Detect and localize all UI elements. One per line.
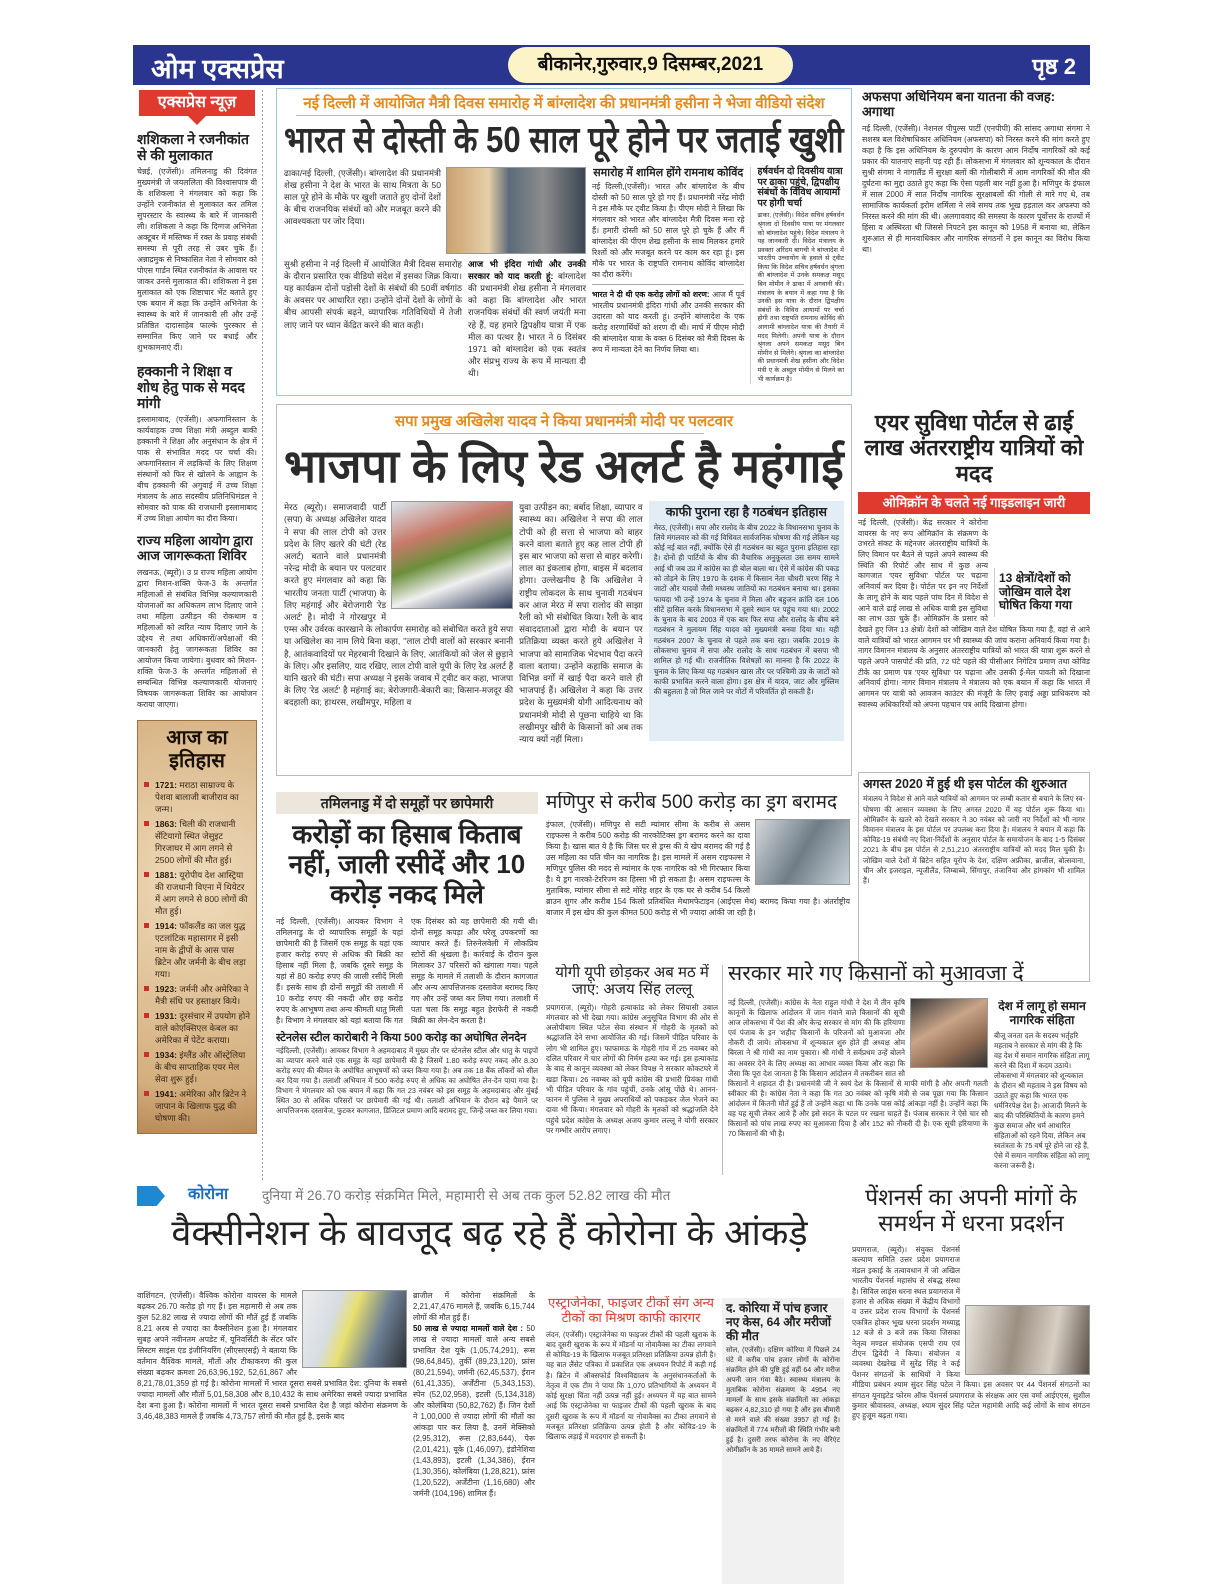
column-divider	[262, 90, 263, 1180]
divider	[592, 284, 744, 285]
history-item	[143, 1010, 251, 1046]
history-year: 1931:	[155, 1011, 177, 1022]
history-title: आज का इतिहास	[166, 727, 228, 773]
history-item	[143, 1088, 251, 1124]
afspa-story	[862, 90, 1090, 396]
subhead: 50 लाख से ज्यादा मामलों वाले देश :	[413, 1324, 524, 1333]
story-body: नई दिल्ली, (एजेंसी)। नेशनल पीपुल्स पार्टी (एनपीपी) की सांसद अगाथा संगमा ने सशस्त्र बल विशेषाधिकार अधिनियम (अफसपा) को निरस्त करने की मांग करते हुए कहा है कि इस अधिनियम के दुरुपयोग के कारण आम निर्दोष नागरिकों को कई प्रकार की यातनाएं सहनी पड़ रही हैं। लोकसभा में मंगलवार को शून्यकाल के दौरान सुश्री संगमा ने नागालैंड में सुरक्षा बलों की गोलीबारी में आम नागरिकों की मौत की दुर्घटना का मुद्दा उठाते हुए कहा कि ऐसा पहली बार नहीं हुआ है। मणिपुर के इंफाल में साल 2000 में सात निर्दोष नागरिक सुरक्षाबलों की गोली से मारे गए थे, तब सामाजिक कार्यकर्ता इरोम शर्मिला ने लंबे समय तक भूख हड़ताल कर अफस्पा को निरस्त करने की मांग की थी। अलगाववाद की समस्या के कारण पूर्वोत्तर के राज्यों में हिंसा व अस्थिरता थी जिससे निपटने इस कानून को 1958 में बनाया था, लेकिन शुरुआत से ही मानवाधिकार और नागरिक संगठनों ने इस कानून का विरोध किया था।	[862, 123, 1090, 254]
story-headline: द. कोरिया में पांच हजार नए केस, 64 और मरीजों की मौत	[726, 1301, 832, 1343]
brief-women-commission	[137, 534, 257, 710]
story-headline: एस्ट्राजेनेका, फाइजर टीकों संग अन्य टीकों का मिश्रण काफी कारगर	[548, 1296, 714, 1325]
section-tag-corona: कोरोना	[188, 1186, 229, 1203]
korea-story	[722, 1298, 844, 1584]
story-kicker: दुनिया में 26.70 करोड़ संक्रमित मिले, महामारी से अब तक कुल 52.82 लाख की मौत	[262, 1188, 671, 1203]
story-headline: सरकार मारे गए किसानों को मुआवजा दें	[728, 962, 1024, 985]
history-text: अमेरिका और ब्रिटेन ने जापान के खिलाफ युद्ध की घोषणा की।	[155, 1089, 247, 1124]
story-body-wrap	[858, 518, 1090, 711]
newspaper-brand: ओम एक्सप्रेस	[151, 54, 284, 84]
history-year: 1923:	[155, 984, 177, 995]
story-headline: समारोह में शामिल होंगे रामनाथ कोविंद	[593, 166, 744, 179]
story-headline: राज्य महिला आयोग द्वारा आज जागरूकता शिविर	[137, 533, 253, 564]
corona-story	[137, 1290, 537, 1584]
story-body: प्रयागराज, (ब्यूरो)। गोहरी हत्याकांड को लेकर सियासी उबाल मंगलवार को भी देखा गया। कांग्रेस अनुसूचित विभाग की ओर से अलोपीबाग स्थित पटेल सेवा संस्थान में गोहरी के मृतकों को श्रद्धांजलि देने सभा आयोजित की गई। जिसमें पीड़ित परिवार के लोग भी शामिल हुए। फाफामऊ के गोहरी गांव में 25 नवम्बर को दलित परिवार में चार लोगों की निर्मम हत्या कर गई। इस हत्याकांड के बाद से कानून व्यवस्था को लेकर विपक्ष ने सरकार कोकटघरे में खड़ा किया। 26 नवम्बर को यूपी कांग्रेस की प्रभारी प्रियंका गांधी भी पीड़ित परिवार के गांव पहुंचीं, उनके आंसू पोंछे थे। आनन-फानन में पुलिस ने मुख्य अपराधियों को पकड़कर जेल भेजने का दावा भी किया। मंगलवार को गोहरी के मृतकों को श्रद्धांजलि देने पहुंचे प्रदेश कांग्रेस के अध्यक्ष अजय कुमार लल्लू ने योगी सरकार पर गम्भीर आरोप लगाए।	[546, 1002, 718, 1136]
story-body: लखनऊ, (ब्यूरो)। उ प्र राज्य महिला आयोग द्वारा मिशन-शक्ति फेज-3 के अन्तर्गत महिलाओं से संबंधित विभिन्न कल्याणकारी योजनाओं का अधिकतम लाभ दिलाए जाने तथा महिला उत्पीड़न की रोकथाम व महिलाओं को त्वरित न्याय दिलाए जाने के उद्देश्य से तथा अधिकारों/अपेक्षाओं की जानकारी हेतु जागरूकता शिविर का आयोजन किया जायेगा। बुधवार को मिशन-शक्ति फेज-3 के अन्तर्गत महिलाओं से सम्बन्धित विभिन्न कल्याणकारी योजनाएं विषयक जागरूकता शिविर का आयोजन कराया जाएगा।	[137, 568, 257, 710]
story-body: नई दिल्ली, (एजेंसी)। कांग्रेस के नेता राहुल गांधी ने देश में तीन कृषि कानूनों के खिलाफ आंदोलन में जान गंवाने वाले किसानों की सूची आज लोकसभा में पेश की और केन्द्र सरकार से मांग की कि हरियाणा एवं पंजाब के इन 'शहीद' किसानों के परिजनों को मुआवजा और नौकरी दी जाये। लोकसभा में शून्यकाल शुरु होते ही अध्यक्ष ओम बिरला ने श्री गांधी का नाम पुकारा। श्री गांधी ने सर्वप्रथम उन्हें बोलने का अवसर देने के लिए अध्यक्ष का आभार व्यक्त किया और कहा कि जैसा कि पूरा देश जानता है कि किसान आंदोलन में तकरीबन सात सौ किसानों ने शहादत दी है। प्रधानमंत्री जी ने स्वयं देश के किसानों से माफी मांगी है और अपनी गलती स्वीकार की है। कांग्रेस नेता ने कहा कि गत 30 नवंबर को कृषि मंत्री से जब पूछा गया कि किसान आंदोलन में कितनी मौतें हुई हैं तो उन्होंने कहा था कि उनके पास कोई आंकड़ा नहीं है। उन्होंने कहा कि वह यह सूची लेकर आये हैं और इसे सदन के पटल पर रखना चाहते हैं। पंजाब सरकार ने ऐसे चार सौ किसानों को पांच लाख रुपए का मुआवजा दिया है और 152 को नौकरी दी है। एक सूची हरियाणा के 70 किसानों की भी है।	[728, 998, 988, 1139]
history-text: फॉकलैंड का जल युद्ध एटलांटिक महासागर में इसी नाम के द्वीपों के आस पास ब्रिटेन और जर्मनी के बीच लड़ा गया।	[155, 921, 246, 980]
story-body: मोदी ने गोरखपुर में एम्स और उर्वरक कारखाने के लोकार्पण समारोह को संबोधित करते हुये सपा या अखिलेश का नाम लिये बिना कहा, ''लाल टोपी वालों को सरकार बनानी है, आतंकवादियों पर मेहरबानी दिखाने के लिए, आतंकियों को जेल से छुड़ाने के लिए। और इसलिए, याद रखिए, लाल टोपी वाले यूपी के लिए रेड अलर्ट हैं यानि खतरे की घंटी। सपा अध्यक्ष ने इसके जवाब में ट्वीट कर कहा, भाजपा के लिए 'रेड अलर्ट' है महंगाई का; बेरोजगारी-बेकारी का; किसान-मजदूर की बदहाली का; हाथरस, लखीमपुर, महिला व	[284, 611, 514, 708]
photo-akhilesh-rally	[391, 501, 513, 609]
story-body-text: वाशिंगटन, (एजेंसी)। वैश्विक कोरोना वायरस के मामले बढ़कर 26.70 करोड़ हो गए हैं। इस महामारी से अब तक कुल 52.82 लाख से ज्यादा लोगों की मौतें हुई हैं जबकि 8.21 अरब से ज्यादा का वैक्सीनेशन हुआ है। मंगलवार सुबह अपने नवीनतम अपडेट में, यूनिवर्सिटी के सेंटर फॉर सिस्टम साइंस एंड इंजीनियरिंग (सीएसएसई) ने बताया कि वर्तमान वैश्विक मामले, मौतों और टीकाकरण की कुल संख्या बढ़कर क्रमशः 26,63,96,192, 52,61,867 और 8,21,78,01,359 हो गई है। कोरोना मामलों में भारत दूसरा सबसे प्रभावित देश: दुनिया के सबसे ज्यादा मामलों और मौतों 5,01,58,308 और 8,10,432 के साथ अमेरिका सबसे ज्यादा प्रभावित देश बना हुआ है। कोरोना मामलों में भारत दूसरा सबसे प्रभावित देश है जहां कोरोना संक्रमण के 3,46,48,383 मामले हैं जबकि 4,73,757 लोगों की मौत हुई है, इसके बाद	[137, 1291, 407, 1421]
bjp-red-alert-story	[276, 404, 852, 776]
today-in-history-box	[137, 720, 257, 1134]
story-body: सुश्री हसीना ने नई दिल्ली में आयोजित मैत्री दिवस समारोह के दौरान प्रसारित एक वीडियो संदेश में इसका जिक्र किया। यह कार्यक्रम दोनों पड़ोसी देशों के संबंधों की 50वीं वर्षगांठ के अवसर पर आधारित रहा। उन्होंने दोनों देशों के लोगों के बीच आपसी संपर्क बढ़ने, व्यापारिक गतिविधियों में तेजी लाए जाने पर ध्यान केंद्रित करने की बात कही।	[284, 258, 462, 330]
shringla-story	[757, 167, 844, 385]
story-lead-wrap	[284, 167, 586, 228]
photo-drug-seizure	[755, 819, 850, 885]
photo-rahul-gandhi	[910, 998, 988, 1068]
history-year: 1941:	[155, 1089, 177, 1100]
bangladesh-story	[276, 88, 852, 396]
callout-quote: 13 क्षेत्रों/देशों को जोखिम वाले देश घोषित किया गया	[994, 568, 1090, 617]
story-headline: भाजपा के लिए रेड अलर्ट है महंगाई	[284, 440, 844, 493]
subhead-body: 50 लाख से ज्यादा मामलों वाले अन्य सबसे प्रभावित देश यूके (1,05,74,291), रूस (98,64,845), तुर्की (89,23,120), फ्रांस (80,21,594), जर्मनी (62,45,537), ईरान (61,41,335), अर्जेंटीना (5,343,153), स्पेन (52,02,958), इटली (5,134,318) और कोलंबिया (50,82,762) हैं। जिन देशों ने 1,00,000 से ज्यादा लोगों की मौतों का आंकड़ा पार कर लिया है, उनमें मेक्सिको (2,95,312), रूस (2,83,644), पेरू (2,01,421), यूके (1,46,097), इंडोनेशिया (1,43,893), इटली (1,34,386), ईरान (1,30,356), कोलंबिया (1,28,821), फ्रांस (1,20,522), अर्जेंटीना (1,16,680) और जर्मनी (104,196) शामिल हैं।	[413, 1324, 536, 1498]
story-body: सोल, (एजेंसी)। दक्षिण कोरिया में पिछले 24 घंटे में करीब पांच हजार लोगों के कोरोना संक्रमित होने की पुष्टि हुई वहीं 64 और मरीज अपनी जान गंवा बैठे। स्वास्थ्य मंत्रालय के मुताबिक कोरोना संक्रमण के 4954 नए मामलों के साथ इसके संक्रमितों का आंकड़ा बढ़कर 4,82,310 हो गया है और इस बीमारी से मरने वाले की संख्या 3957 हो गई है। संक्रमितों में 774 मरीजों की स्थिति गंभीर बनी हुई है। दुसरी तरफ कोरोना के नए वेरिएंट ओमीक्रॉन के 36 मामले सामने आये हैं।	[726, 1347, 840, 1455]
history-text: दूरसंचार में उपयोग होने वाले कोएक्सिएल केबल का अमेरिका में पेटेंट कराया।	[155, 1011, 250, 1046]
farmers-compensation-story	[728, 994, 988, 1178]
story-body-continued: युवा उत्पीड़न का; बर्बाद शिक्षा, व्यापार व स्वास्थ्य का। अखिलेश ने सपा की लाल टोपी को ही सत्ता से भाजपा को बाहर करने वाला बताते हुए कह लाल टोपी ही इस बार भाजपा को सत्ता से बाहर करेगी। लाल का इंकलाब होगा, बाइस में बदलाव होगा। उल्लेखनीय है कि अखिलेश ने राष्ट्रीय लोकदल के साथ चुनावी गठबंधन कर आज मेरठ में सपा रालोद की साझा रैली को भी संबोधित किया। रैली के बाद संवाददाताओं द्वारा मोदी के बयान पर प्रतिक्रिया व्यक्त करते हुये अखिलेश ने भाजपा को सामाजिक भेदभाव पैदा करने वाला बताया। उन्होंने कहाकि समाज के विभिन्न वर्गों में खाई पैदा करने वाले ही भाजपाई हैं। अखिलेश ने कहा कि उत्तर प्रदेश के मुख्यमंत्री योगी आदित्यनाथ को प्रधानमंत्री मोदी से पूछना चाहिये था कि लखीमपुर खीरी के किसानों को अब तक न्याय क्यों नहीं मिला।	[519, 502, 643, 744]
history-text: जर्मनी और अमेरिका ने मैत्री संधि पर हस्ताक्षर किये।	[155, 984, 249, 1007]
sidebar-body: मेरठ, (एजेंसी)। सपा और रालोद के बीच 2022 के विधानसभा चुनाव के लिये मंगलवार को की गई विधिवत सार्वजनिक घोषणा की गई लेकिन यह कोई नई बात नहीं, क्योंकि ऐसे ही गठबंधन का बहुत पुराना इतिहास रहा है। दोनों ही पार्टियों के बीच की वैचारिक अनुकूलता उस समय सामने आई थी जब उप्र में कांग्रेस का ही बोल बाला था। ऐसे में कांग्रेस की पकड़ को तोड़ने के लिए 1970 के दशक में किसान नेता चौधरी चरण सिंह ने जाटों और यादवों जैसी मध्यस्थ जातियों का गठबंधन बनाया था। इसका फायदा भी उन्हें 1974 के चुनाव में मिला और बहुजन क्रांति दल 106 सीटें हासिल करके विधानसभा में दूसरे स्थान पर पहुंच गया था। 2002 के चुनाव के बाद 2003 में एक बार फिर सपा और रालोद के बीच बने गठबंधन ने मुलायम सिंह यादव को मुख्यमंत्री बनवा दिया था। यही गठबंधन 2007 के चुनाव से पहले तक बना रहा। जबकि 2019 के लोकसभा चुनाव में सपा और रालोद के साथ गठबंधन में बसपा भी शामिल हो गई थी। राजनीतिक विशेषज्ञों का मानना है कि 2022 के चुनाव के लिए किया यह गठबंधन खास तौर पर पश्चिमी उप्र के जाटों को काफी प्रभावित करने वाला होगा। इस क्षेत्र में यादव, जाट और मुस्लिम की बहुलता है जो मिल जाने पर वोटों में परिवर्तित हो सकती है।	[653, 522, 839, 697]
story-body: बीजू जनता दल के सदस्य भर्तृहरि महताब ने सरकार से मांग की है कि वह देश में समान नागरिक संहिता लागू करने की दिशा में कदम उठाये। लोकसभा में मंगलवार को शून्यकाल के दौरान श्री महताब ने इस विषय को उठाते हुए कहा कि भारत एक धर्मनिरपेक्ष देश है। आजादी मिलने के बाद की परिस्थितियों के कारण हमने कुछ समाज और धर्म आधारित संहिताओं को रहने दिया, लेकिन अब स्वतंत्रता के 75 वर्ष पूरे होने जा रहे हैं, ऐसे में समान नागरिक संहिता को लागू करना जरूरी है।	[994, 1030, 1090, 1170]
masthead	[133, 45, 1090, 85]
photo-covid-testing	[302, 1290, 407, 1368]
story-body-wrap	[546, 819, 850, 918]
story-body: नई दिल्ली, (एजेंसी)। आयकर विभाग ने तमिलनाडु के दो व्यापारिक समूहों के यहां छापेमारी की है जिसमें एक समूह के यहां एक हजार करोड़ रुपए से अधिक की बिक्री का हिसाब नहीं मिला है, जबकि दूसरे समूह के यहां से 80 करोड़ रुपए की जाली रसीदें मिली हैं। इसके साथ ही दोनों समूहों की तलाशी में 10 करोड़ रुपए की नकदी और छह करोड़ रुपए के आभूषण तथा अन्य कीमती धातु मिली है। विभाग ने मंगलवार को यहां बताया कि गत एक दिसंबर को यह छापेमारी की गयी थी। दोनों समूह कपड़ा और घरेलू उपकरणों का व्यापार करते हैं। तिरुनेलवेली में लोकप्रिय स्टोरों की श्रृंखला है। कार्रवाई के दौरान कुल मिलाकर 37 परिसरों को खंगाला गया। पहले समूह के मामले में तलाशी के दौरान कागजात और अन्य आपत्तिजनक दस्तावेज बरामद किए गए और उन्हें जब्त कर लिया गया। तलाशी में पता चला कि समूह बहुत हेराफेरी से नकदी बिक्री का लेन-देन करता है।	[276, 916, 538, 1025]
pensioners-story	[852, 1184, 1090, 1584]
story-headline: देश में लागू हो समान नागरिक संहिता	[998, 1000, 1086, 1027]
left-column	[137, 90, 257, 1182]
divider	[424, 433, 704, 434]
story-body: चेन्नई, (एजेंसी)। तमिलनाडु की दिवंगत मुख्यमंत्री जे जयललिता की विश्वासपात्र वी के शशिकला ने मंगलवार को कहा कि उन्होंने रजनीकांत से मुलाकात कर तमिल सुपरस्टार के स्वास्थ्य के बारे में जानकारी ली। शशिकला ने कहा कि दिग्गज अभिनेता अक्टूबर में मस्तिष्क में रक्त के प्रवाह संबंधी समस्या से पूरी तरह से उबर चुके हैं। अन्नाद्रमुक से निष्कासित नेता ने सोमवार को पोएस गार्डन स्थित रजनीकांत के आवास पर जाकर उनसे मुलाकात की। शशिकला ने इस मुलाकात को एक शिष्टाचार भेंट बताते हुए एक बयान में कहा कि उन्होंने अभिनेता के स्वास्थ्य के बारे में जानकारी ली और उन्हें प्रतिष्ठित दादासाहेब फाल्के पुरस्कार से सम्मानित किए जाने पर बधाई और शुभकामनाएं दीं।	[137, 167, 257, 353]
story-kicker: सपा प्रमुख अखिलेश यादव ने किया प्रधानमंत्री मोदी पर पलटवार	[394, 413, 734, 430]
history-item	[143, 818, 251, 866]
story-headline: योगी यूपी छोड़कर अब मठ में जाएं: अजय सिंह लल्लू	[555, 964, 709, 999]
story-headline: मणिपुर से करीब 500 करोड़ का ड्रग बरामद	[546, 792, 838, 813]
tamilnadu-raid-story	[276, 792, 538, 1178]
story-headline: हर्षवर्धन दो दिवसीय यात्रा पर ढाका पहुंचे, द्विपक्षीय संबंधों के विविध आयामों पर होगी चर्चा	[757, 165, 843, 210]
history-year: 1934:	[155, 1050, 177, 1061]
history-text: इंग्लैंड और ऑस्ट्रेलिया के बीच साप्ताहिक एयर मेल सेवा शुरू हुई।	[155, 1050, 246, 1085]
arrow-icon	[137, 1186, 165, 1206]
story-body: नईदिल्ली, (एजेंसी)। आयकर विभाग ने अहमदाबाद में मुख्य तौर पर स्टेनलेस स्टील और धातु के पाइपों का व्यापार करने वाले एक समूह के यहां छापेमारी की है जिसमें 1.80 करोड़ रुपए नकद और 8.30 करोड़ रुपए की कीमत के अघोषित आभूषणों को जब्त किया गया है। अब तक 18 बैंक लॉकरों को सील कर दिया गया है। तलाशी अभियान में 500 करोड़ रुपए से अधिक का अघोषित लेन-देन पाया गया है। विभाग ने मंगलवार को एक बयान में कहा कि गत 23 नवंबर को इस समूह के अहमदाबाद और मुंबई स्थित 30 से अधिक परिसरों पर छापेमारी की गई थी। तलाशी अभियान के दौरान बड़े पैमाने पर आपत्तिजनक दस्तावेज, फुटकर कागजात, डिजिटल प्रमाण आदि बरामद हुए, जिन्हें जब्त कर लिया गया।	[276, 1046, 538, 1116]
history-year: 1914:	[155, 921, 177, 932]
divider	[296, 115, 832, 116]
subhead: आज भी इंदिरा गांधी और उनकी सरकार को याद करती हूं:	[468, 258, 586, 281]
history-text: मराठा साम्राज्य के पेशवा बालाजी बाजीराव का जन्म।	[155, 780, 239, 815]
history-text: चिली की राजधानी सेंटियागो स्थित जेसुइट गिरजाघर में आग लगने से 2500 लोगों की मौत हुई।	[155, 819, 236, 866]
story-headline: हक्कानी ने शिक्षा व शोध हेतु पाक से मदद मांगी	[137, 363, 245, 412]
photo-hasina-meeting	[446, 167, 586, 254]
history-year: 1721:	[155, 780, 177, 791]
story-headline: एयर सुविधा पोर्टल से ढाई लाख अंतरराष्ट्रीय यात्रियों को मदद	[864, 410, 1084, 486]
subhead: भारत ने दी थी एक करोड़ लोगों को शरण:	[592, 290, 710, 300]
kovind-story	[592, 167, 744, 356]
manipur-drug-story	[546, 792, 850, 960]
history-item	[143, 920, 251, 980]
history-item	[143, 983, 251, 1007]
story-kicker: तमिलनाडु में दो समूहों पर छापेमारी	[276, 792, 538, 814]
story-lead: मेरठ (ब्यूरो)। समाजवादी पार्टी (सपा) के अध्यक्ष अखिलेश यादव ने सपा की लाल टोपी को उत्तर प्रदेश के लिए खतरे की घंटी (रेड अलर्ट) बताने वाले प्रधानमंत्री नरेन्द्र मोदी के बयान पर पलटवार करते हुए मंगलवार को कहा कि भारतीय जनता पार्टी (भाजपा) के लिए महंगाई और बेरोजगारी 'रेड अलर्ट' है।	[284, 502, 387, 622]
history-list	[143, 779, 251, 1124]
story-body: ढाका, (एजेंसी)। विदेश सचिव हर्षवर्धन श्रृंगला दो दिवसीय यात्रा पर मंगलवार को बांग्लादेश पहुंचे। विदेश मंत्रालय ने यह जानकारी दी। विदेश मंत्रालय के प्रवक्ता अरिंदम बागची ने बांग्लादेश में भारतीय उच्चायोग के हवाले से ट्वीट किया कि विदेश सचिव हर्षवर्धन श्रृंगला की बांग्लादेश में उनके समकक्ष मसूद बिन मोमीन ने ढाका में अगवानी की। मंत्रालय के बयान में कहा गया है कि उनकी इस यात्रा के दौरान द्विपक्षीय संबंधों के विविध आयामों पर चर्चा होगी तथा राष्ट्रपति रामनाथ कोविंद की आगामी बांग्लादेश यात्रा की तैयारी में मदद मिलेगी। अपनी यात्रा के दौरान श्रृंगला अपने समकक्ष मसूद बिन मोमीन से मिलेंगे। श्रृंगला का बांग्लादेश की प्रधानमंत्री शेख हसीना और विदेश मंत्री ए के अब्दुल मोमीन से मिलने का भी कार्यक्रम है।	[757, 212, 844, 383]
story-headline: वैक्सीनेशन के बावजूद बढ़ रहे हैं कोरोना के आंकड़े	[171, 1212, 808, 1253]
story-headline: भारत से दोस्ती के 50 साल पूरे होने पर जताई खुशी	[284, 119, 844, 161]
history-text: यूरोपीय देश आस्ट्रिया की राजधानी विएना में थियेटर में आग लगने से 800 लोगों की मौत हुई।	[155, 870, 248, 917]
indira-section	[468, 258, 586, 380]
vaccine-mix-story	[546, 1296, 716, 1584]
subhead-body: बांग्लादेश की प्रधानमंत्री शेख हसीना ने मंगलवार को कहा कि बांग्लादेश और भारत राजनयिक संबंधों की स्वर्ण जयंती मना रहे हैं, यह हमारे द्विपक्षीय यात्रा में एक मील का पत्थर है। भारत ने 6 दिसंबर 1971 को बांग्लादेश को एक स्वतंत्र और संप्रभु राज्य के रूप में मान्यता दी थी।	[468, 270, 587, 379]
yogi-story	[546, 964, 718, 1178]
alliance-history-sidebar	[649, 501, 844, 741]
divider	[722, 965, 723, 1175]
story-body: नई दिल्ली,(एजेंसी)। भारत और बांग्लादेश के बीच दोस्ती को 50 साल पूरे हो गए हैं। प्रधानमंत्री नरेंद्र मोदी ने इस मौके पर ट्वीट किया है। पीएम मोदी ने लिखा कि मंगलवार को भारत और बांग्लादेश मैत्री दिवस मना रहे हैं। हमारी दोस्ती को 50 साल पूरे हो चुके हैं और मैं बांग्लादेश की पीएम शेख हसीना के साथ मिलकर हमारे रिश्तों को और मजबूत करने पर काम कर रहा हूं। इस मौके पर भारत के राष्ट्रपति रामनाथ कोविंद बांग्लादेश का दौरा करेंगे।	[592, 182, 745, 280]
history-item	[143, 869, 251, 917]
story-headline: करोड़ों का हिसाब किताब नहीं, जाली रसीदें और 10 करोड़ नकद मिले	[288, 819, 526, 909]
story-headline: अफसपा अधिनियम बना यातना की वजह: अगाथा	[862, 90, 1056, 119]
story-body: इंफाल, (एजेंसी)। मणिपुर से सटी म्यांमार सीमा के करीब से असम राइफल्स ने करीब 500 करोड़ की नारकोटिक्स ड्रग बरामद करने का दावा किया है। खास बात ये है कि जिस घर से ड्रग्स की ये खेप बरामद की गई है उस महिला का पति चीन का नागरिक है। इस मामले में असम राइफल्स ने मणिपुर पुलिस की मदद से म्यांमार के एक नागरिक को भी गिरफ्तार किया है। ये ड्रग नारको-टेररिज्म का हिस्सा भी हो सकता है। असम राइफल्स के मुताबिक, म्यांमार सीमा से सटे मोरेह शहर के एक घर से करीब 54 किलो ब्राउन शुगर और करीब 154 किलो प्रतिबंधित मेथामफेटाइन (आईएस मेथ) बरामद किया गया है। अंतर्राष्ट्रीय बाजार में इस खेप की कुल कीमत 500 करोड़ से भी ज्यादा आंकी जा रही है।	[546, 819, 850, 917]
box-body: मंत्रालय ने विदेश से आने वाले यात्रियों को आगमन पर लम्बी कतार से बचाने के लिए स्व-घोषणा की आसान व्यवस्था के लिए अगस्त 2020 में यह पोर्टल शुरू किया था। ओमिक्रॉन के खतरे को देखते सरकार ने 30 नवंबर को जारी नए निर्देशों को भी नागर विमानन मंत्रालय के इस पोर्टल पर उपलब्ध करा दिया है। मंत्रालय ने बयान में कहा कि कोविड-19 संबंधी नए दिशा-निर्देशों के अनुसार पोर्टल के समायोजन के बाद 1-5 दिसंबर 2021 के बीच इस पोर्टल से 2,51,210 अंतरराष्ट्रीय यात्रियों को मदद मिल चुकी है। जोखिम वाले देशों में ब्रिटेन सहित यूरोप के देश, दक्षिण अफ्रीका, ब्राजील, बोत्सवाना, चीन और इजराइल, न्यूजीलैंड, जिम्बाब्वे, सिंगापुर, तंजानिया और हांगकांग भी शामिल हैं।	[863, 794, 1085, 885]
ucc-story	[994, 1000, 1090, 1178]
hasina-column	[284, 167, 586, 380]
story-body: इस्लामाबाद, (एजेंसी)। अफगानिस्तान के कार्यवाहक उच्च शिक्षा मंत्री अब्दुल बाकी हक्कानी ने शिक्षा और अनुसंधान के क्षेत्र में पाक से संभावित मदद पर चर्चा की। अफगानिस्तान में लड़कियों के लिए शिक्षण संस्थानों को फिर से खोलने के आह्वान के बीच हक्कानी की अगुवाई में उच्च शिक्षा मंत्रालय के आठ सदस्यीय प्रतिनिधिमंडल ने सोमवार को पाक की राजधानी इस्लामाबाद में उच्च शिक्षा आयोग का दौरा किया।	[137, 415, 257, 524]
history-item	[143, 1049, 251, 1085]
story-headline: पेंशनर्स का अपनी मांगों के समर्थन में धरना प्रदर्शन	[865, 1184, 1077, 1237]
sidebar-headline: काफी पुराना रहा है गठबंधन इतिहास	[665, 505, 827, 520]
history-year: 1863:	[155, 819, 177, 830]
story-headline: शशिकला ने रजनीकांत से की मुलाकात	[137, 131, 249, 164]
story-lead: ढाका/नई दिल्ली, (एजेंसी)। बांग्लादेश की प्रधानमंत्री शेख हसीना ने देश के भारत के साथ मित्रता के 50 साल पूरे होने के मौके पर खुशी जताते हुए दोनों देशों के बीच राजनयिक संबंधों को और मजबूत करने की आवश्यकता पर जोर दिया।	[284, 167, 441, 227]
brief-shashikala	[137, 131, 257, 353]
story-body-text: प्रयागराज, (ब्यूरो)। संयुक्त पेंशनर्स कल्याण समिति उत्तर प्रदेश प्रयागराज मंडल इकाई के तत्वावधान में जो अखिल भारतीय पेंशनर्स महासंघ से संबद्ध संस्था है। सिविल लाइंस धरना स्थल प्रयागराज में हजार से अधिक संख्या में केंद्रीय विभागों व उत्तर प्रदेश राज्य विभागों के पेंशनर्स एकत्रित होकर भूख धरना प्रदर्शन मध्याह्न 12 बजे से 3 बजे तक किया जिसका नेतृत्व मण्डल संयोजक एसपी राय एवं टीएन द्विवेदी ने किया। संयोजन व व्यवस्था देखरेख में सुरेंद्र सिंह ने कई पेंशनर संगठनों के साथियों ने किया मीडिया प्रबंधन श्याम सुंदर सिंह पटेल ने किया। इस अवसर पर 44 पेंशनर्स संगठनों का संगठन यूनाइटेड फोरम ऑफ पेंशनर्स प्रयागराज के संरक्षक आर एस वर्मा आईएएस, सुशील कुमार श्रीवास्तव, अध्यक्ष, श्याम सुंदर सिंह पटेल महामंत्री आदि कई लोगों के साथ संगठन हुए हुजूम बढ़ता गया।	[852, 1244, 1090, 1421]
air-suvidha-story	[858, 410, 1090, 766]
portal-launch-box	[858, 772, 1090, 982]
story-body-continued	[413, 1290, 535, 1499]
tag-pointer-icon	[188, 116, 206, 125]
story-body-wrap	[728, 998, 988, 1139]
dateline: बीकानेर,गुरुवार,9 दिसम्बर,2021	[508, 47, 793, 83]
story-body-wrap	[852, 1245, 1090, 1422]
story-kicker-bar: ओमिक्रॉन के चलते नई गाइडलाइन जारी	[882, 494, 1066, 510]
page-number: पृष्ठ 2	[1032, 54, 1076, 79]
section-tag: एक्सप्रेस न्यूज़	[139, 90, 255, 116]
body-text: ब्राजील में कोरोना संक्रमितों के 2,21,47,476 मामले हैं, जबकि 6,15,744 लोगों की मौत हुई हैं।	[413, 1291, 535, 1322]
story-headline: स्टेनलेस स्टील कारोबारी ने किया 500 करोड़ का अघोषित लेनदेन	[276, 1031, 527, 1044]
divider	[750, 167, 751, 385]
brief-haqqani	[137, 363, 257, 524]
story-body: लंदन, (एजेंसी)। एस्ट्राजेनेका या फाइजर टीकों की पहली खुराक के बाद दूसरी खुराक के रूप में मॉडर्ना या नोवावैक्स का टीका लगवाने से कोविड-19 के खिलाफ मजबूत प्रतिरक्षा प्रतिक्रिया उत्पन्न होती है। यह बात लैंसेट पत्रिका में प्रकाशित एक अध्ययन रिपोर्ट में कही गई है। ब्रिटेन में ऑक्सफोर्ड विश्वविद्यालय के अनुसंधानकर्ताओं के नेतृत्व में एक टीम ने पाया कि 1,070 प्रतिभागियों के अध्ययन में कोई सुरक्षा चिंता नहीं उत्पन्न नहीं हुई। अध्ययन में यह बात सामने आई कि एस्ट्राजेनेका या फाइजर टीकों की पहली खुराक के बाद दूसरी खुराक के रूप में मॉडर्ना या नोवावैक्स का टीका लगवाने से मजबूत प्रतिरक्षा प्रतिक्रिया उत्पन्न होती है और कोविड-19 के खिलाफ लड़ाई में मददगार हो सकती है।	[546, 1329, 716, 1441]
story-body-wrap	[284, 501, 513, 708]
history-item	[143, 779, 251, 815]
box-headline: अगस्त 2020 में हुई थी इस पोर्टल की शुरुआत	[863, 777, 1068, 791]
subhead-body: आज मैं पूर्व भारतीय प्रधानमंत्री इंदिरा गांधी और उनकी सरकार की उदारता को याद करती हूं। उन्होंने बांग्लादेश के एक करोड़ शरणार्थियों को शरण दी थी। मार्च में पीएम मोदी की बांग्लादेश यात्रा के वक्त 6 दिसंबर को मैत्री दिवस के रूप में मान्यता देने का निर्णय लिया था।	[592, 290, 745, 355]
photo-pensioners-protest	[965, 1305, 1090, 1375]
story-body	[137, 1290, 407, 1422]
story-body: नई दिल्ली, (एजेंसी)। केंद्र सरकार ने कोरोना वायरस के नए रूप ओमिक्रॉन के संक्रमण के उभरते संकट के मद्देनजर अंतरराष्ट्रीय यात्रियों के लिए विमान पर बैठने से पहले अपने स्वास्थ्य की स्थिति की रिपोर्ट और साथ में कुछ अन्य कागजात 'एयर सुविधा' पोर्टल पर चढ़ाना अनिवार्य कर दिया है। पोर्टल पर इन नए निर्देशों के लागू होने के बाद पहले पांच दिन में विदेश से आने वाले ढाई लाख से अधिक यात्री इस सुविधा का लाभ उठा चुके हैं। ओमिक्रॉन के प्रसार को देखते हुए जिन 13 क्षेत्रों/ देशों को जोखिम वाले देश घोषित किया गया है, वहां से आने वाले यात्रियों को भारत आगमन पर भी स्वास्थ्य की जांच कराना अनिवार्य किया गया है। नागर विमानन मंत्रालय के अनुसार अंतरराष्ट्रीय यात्रियों को भारत की यात्रा शुरू करने से पहले अपने पासपोर्ट की प्रति, 72 घंटे पहले की पीसीआर निगेटिव प्रमाण तथा कोविड टीके का प्रमाण पत्र 'एयर सुविधा' पर चढ़ाना और उसकी ई-मेल पावती को दिखाना अनिवार्य होगा। नागर विमान मंत्रालय ने मंत्रालय को एक बयान में कहा कि भारत में आगमन पर यात्री को आवजन काउंटर की मंजूरी के लिए हवाई अड्डा प्राधिकरण को स्वास्थ्य अधिकारियों को अपना पहचान पत्र आदि दिखाना होगा।	[858, 517, 1090, 709]
story-kicker: नई दिल्ली में आयोजित मैत्री दिवस समारोह में बांग्लादेश की प्रधानमंत्री हसीना ने भेजा वीडियो संदेश	[303, 95, 825, 112]
history-year: 1881:	[155, 870, 177, 881]
